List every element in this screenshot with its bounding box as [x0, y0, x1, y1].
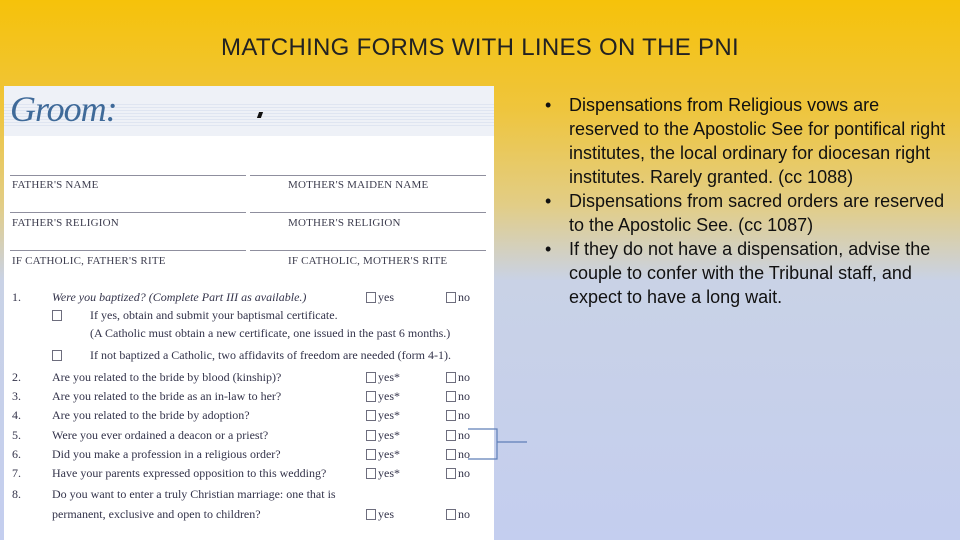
mothers-rite-label: IF CATHOLIC, MOTHER'S RITE	[288, 255, 448, 267]
question-number: 8.	[12, 487, 21, 501]
question-text: Are you related to the bride as an in-law to her?	[52, 389, 282, 403]
field-line	[10, 175, 246, 176]
question-text: Were you baptized? (Complete Part III as available.)	[52, 290, 307, 304]
question-number: 7.	[12, 466, 21, 480]
baptized-yes-checkbox[interactable]	[52, 310, 62, 321]
yes-checkbox[interactable]	[366, 391, 376, 402]
yes-label: yes*	[378, 447, 400, 461]
fathers-rite-label: IF CATHOLIC, FATHER'S RITE	[12, 255, 166, 267]
question-number: 4.	[12, 408, 21, 422]
no-checkbox[interactable]	[446, 410, 456, 421]
bullet-item	[545, 93, 950, 189]
question-number: 2.	[12, 370, 21, 384]
bullet-item	[545, 189, 950, 237]
no-label: no	[458, 466, 470, 480]
no-checkbox[interactable]	[446, 449, 456, 460]
no-checkbox[interactable]	[446, 430, 456, 441]
yes-checkbox[interactable]	[366, 468, 376, 479]
no-checkbox[interactable]	[446, 372, 456, 383]
bullet-item	[545, 237, 950, 309]
bullet-dot: •	[545, 191, 552, 211]
not-catholic-checkbox[interactable]	[52, 350, 62, 361]
yes-label: yes*	[378, 466, 400, 480]
yes-label: yes	[378, 290, 394, 304]
no-label: no	[458, 290, 470, 304]
no-checkbox[interactable]	[446, 391, 456, 402]
question-number: 5.	[12, 428, 21, 442]
fathers-name-label: FATHER'S NAME	[12, 179, 99, 191]
yes-label: yes*	[378, 408, 400, 422]
bullet-text: Dispensations from Religious vows are reserved to the Apostolic See for pontifical right institutes, the local ordinary for diocesan right institutes. Rarely granted. (cc 1088)	[569, 95, 946, 187]
yes-checkbox[interactable]	[366, 372, 376, 383]
yes-checkbox[interactable]	[366, 292, 376, 303]
question-number: 3.	[12, 389, 21, 403]
sub-instruction: If not baptized a Catholic, two affidavits of freedom are needed (form 4-1).	[90, 348, 451, 362]
bracket-pointer	[467, 428, 527, 460]
bullet-dot: •	[545, 95, 552, 115]
yes-checkbox[interactable]	[366, 410, 376, 421]
bullet-list	[545, 93, 950, 309]
no-label: no	[458, 447, 470, 461]
no-checkbox[interactable]	[446, 509, 456, 520]
no-checkbox[interactable]	[446, 468, 456, 479]
yes-label: yes*	[378, 370, 400, 384]
no-label: no	[458, 408, 470, 422]
yes-label: yes	[378, 507, 394, 521]
bullet-text: If they do not have a dispensation, advise the couple to confer with the Tribunal staff, and expect to have a long wait.	[569, 239, 931, 307]
yes-checkbox[interactable]	[366, 449, 376, 460]
question-text: Did you make a profession in a religious order?	[52, 447, 281, 461]
question-number: 6.	[12, 447, 21, 461]
slide-title: MATCHING FORMS WITH LINES ON THE PNI	[221, 34, 739, 61]
no-label: no	[458, 507, 470, 521]
field-line	[250, 212, 486, 213]
yes-label: yes*	[378, 428, 400, 442]
mothers-maiden-name-label: MOTHER'S MAIDEN NAME	[288, 179, 429, 191]
question-text: Were you ever ordained a deacon or a priest?	[52, 428, 269, 442]
fathers-religion-label: FATHER'S RELIGION	[12, 217, 119, 229]
field-line	[250, 250, 486, 251]
field-line	[250, 175, 486, 176]
question-text: Are you related to the bride by blood (kinship)?	[52, 370, 282, 384]
question-text: Have your parents expressed opposition to this wedding?	[52, 466, 327, 480]
question-number: 1.	[12, 290, 21, 304]
field-line	[10, 250, 246, 251]
mothers-religion-label: MOTHER'S RELIGION	[288, 217, 401, 229]
bullet-text: Dispensations from sacred orders are reserved to the Apostolic See. (cc 1087)	[569, 191, 945, 235]
yes-label: yes*	[378, 389, 400, 403]
sub-instruction: If yes, obtain and submit your baptismal certificate.	[90, 308, 338, 322]
question-text-continued: permanent, exclusive and open to children?	[52, 507, 261, 521]
form-header	[4, 86, 494, 136]
question-text: Are you related to the bride by adoption?	[52, 408, 250, 422]
no-label: no	[458, 428, 470, 442]
sub-instruction: (A Catholic must obtain a new certificate, one issued in the past 6 months.)	[90, 326, 451, 340]
yes-checkbox[interactable]	[366, 430, 376, 441]
question-text: Do you want to enter a truly Christian marriage: one that is	[52, 487, 336, 501]
no-label: no	[458, 370, 470, 384]
bullet-dot: •	[545, 239, 552, 259]
yes-checkbox[interactable]	[366, 509, 376, 520]
no-label: no	[458, 389, 470, 403]
field-line	[10, 212, 246, 213]
pni-form-image	[4, 86, 494, 540]
groom-heading: Groom:	[10, 89, 117, 129]
no-checkbox[interactable]	[446, 292, 456, 303]
